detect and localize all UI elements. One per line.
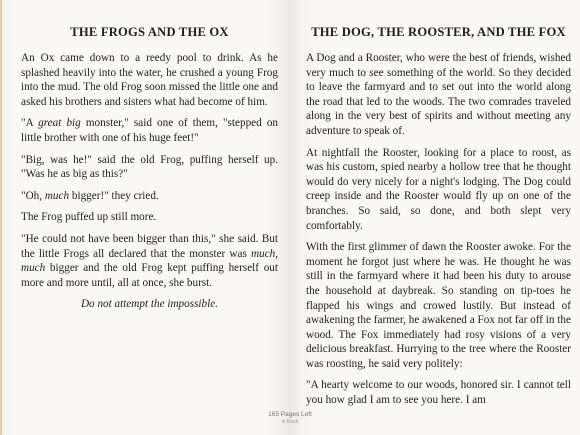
paragraph [21, 297, 278, 312]
right-page[interactable] [289, 0, 580, 435]
text-run: bigger and the old Frog kept puffing herself out more and more until, all at once, she burst. [21, 262, 278, 289]
paragraph [21, 232, 278, 290]
left-page-body [21, 51, 278, 312]
italic-text: great big [38, 117, 81, 130]
paragraph [306, 240, 571, 371]
text-run: The Frog puffed up still more. [21, 211, 157, 224]
paragraph [21, 189, 278, 204]
text-run: An Ox came down to a reedy pool to drink. As he splashed heavily into the water, he crushed a young Frog into the mud. The old Frog soon missed the little one and asked his brothers and sisters what had become of him. [21, 52, 278, 108]
paragraph [306, 146, 571, 234]
text-run: "A hearty welcome to our woods, honored sir. I cannot tell you how glad I am to see you here. I am [306, 379, 571, 407]
right-page-body [306, 51, 571, 408]
text-run: "He could not have been bigger than this," she said. But the little Frogs all declared that the monster was [21, 232, 278, 260]
paragraph [306, 378, 571, 407]
paragraph [21, 51, 278, 109]
text-run: "Oh, [21, 189, 45, 202]
italic-text: much [44, 189, 70, 202]
italic-text: much, much [21, 247, 278, 275]
italic-text: Do not attempt the impossible. [80, 298, 219, 311]
pages-left-label: 165 Pages Left [268, 411, 312, 418]
text-run: With the first glimmer of dawn the Rooster awoke. For the moment he forgot just where he was. He thought he was still in the farmyard where it had been his duty to arouse the household at daybreak. So standing on tip-toes he flapped his wings and crowed lustily. But instead of awakening the farmer, he awakened a Fox not far off in the wood. The Fox immediately had rosy visions of a very delicious breakfast. Hurrying to the tree where the Rooster was roosting, he said very politely: [306, 241, 571, 370]
paragraph [21, 210, 278, 225]
paragraph [21, 116, 278, 145]
location-label: in Book [281, 419, 299, 425]
text-run: bigger!" they cried. [69, 189, 159, 202]
left-page[interactable] [0, 0, 289, 435]
text-run: A Dog and a Rooster, who were the best of friends, wished very much to see something of the world. So they decided to leave the farmyard and to set out into the world along the road that led to the woods. The two comrades traveled along in the very best of spirits and without meeting any adventure to speak of. [306, 52, 571, 137]
text-run: At nightfall the Rooster, looking for a place to roost, as was his custom, spied nearby a hollow tree that he thought would do very nicely for a night's lodging. The Dog could creep inside and the Rooster would fly up on one of the branches. So said, so done, and both slept very comfortably. [306, 146, 571, 232]
text-run: "A [21, 117, 39, 130]
paragraph [306, 51, 571, 139]
left-page-title: THE FROGS AND THE OX [70, 25, 229, 39]
right-page-title: THE DOG, THE ROOSTER, AND THE FOX [311, 25, 566, 39]
text-run: monster," said one of them, "stepped on little brother with one of his huge feet!" [21, 117, 279, 144]
text-run: "Big, was he!" said the old Frog, puffing herself up. "Was he as big as this?" [21, 153, 278, 181]
paragraph [21, 153, 278, 182]
